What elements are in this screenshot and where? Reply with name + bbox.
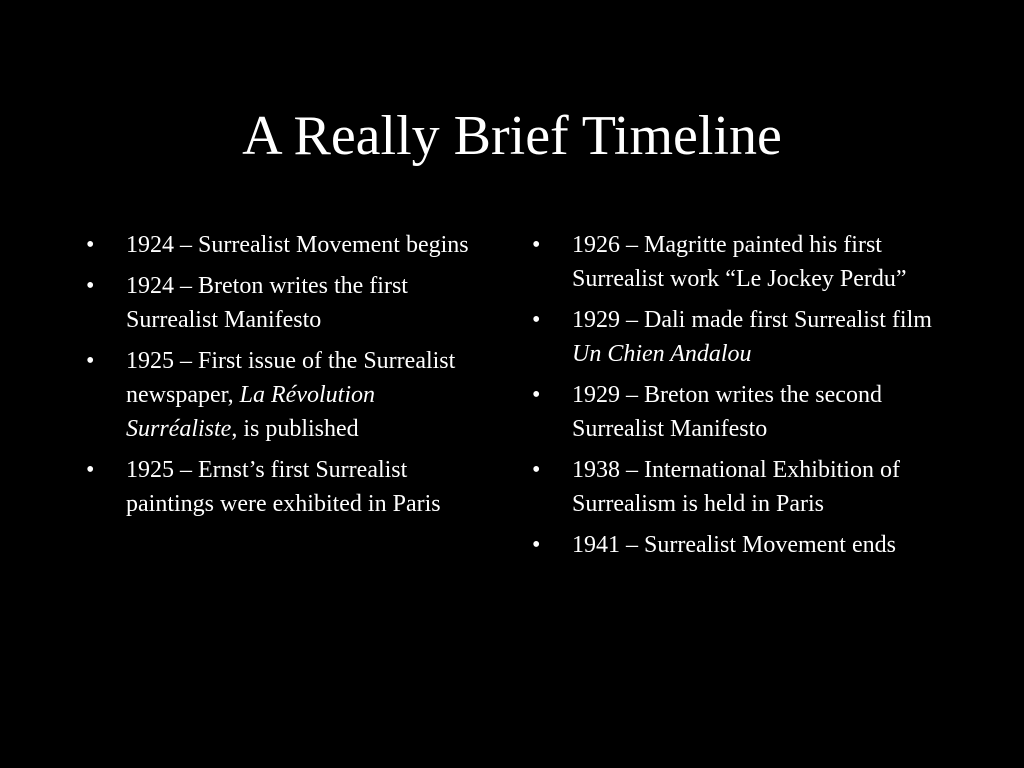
timeline-item-text: 1929 – Breton writes the second Surrealist Manifesto — [572, 382, 882, 442]
timeline-item-text: , is published — [231, 416, 359, 442]
timeline-item — [532, 453, 942, 521]
right-timeline-list — [532, 228, 942, 569]
timeline-item — [86, 269, 470, 337]
left-timeline-list — [86, 228, 470, 528]
timeline-item-title-text: La Révolution Surréaliste — [126, 382, 375, 442]
timeline-item — [532, 228, 942, 296]
timeline-item-text: 1924 – Breton writes the first Surrealist Manifesto — [126, 273, 408, 333]
timeline-item — [86, 453, 470, 521]
timeline-item — [532, 378, 942, 446]
timeline-item — [86, 228, 470, 262]
timeline-item-text: 1929 – Dali made first Surrealist film — [572, 307, 932, 333]
timeline-item-title-text: Un Chien Andalou — [572, 341, 752, 367]
timeline-item-text: 1938 – International Exhibition of Surrealism is held in Paris — [572, 457, 900, 517]
bullet-icon: • — [532, 457, 541, 483]
timeline-item — [86, 344, 470, 446]
bullet-icon: • — [532, 307, 541, 333]
timeline-item-text: 1924 – Surrealist Movement begins — [126, 232, 469, 258]
bullet-icon: • — [532, 232, 541, 258]
bullet-icon: • — [532, 532, 541, 558]
bullet-icon: • — [86, 457, 95, 483]
timeline-item-text: 1941 – Surrealist Movement ends — [572, 532, 896, 558]
bullet-icon: • — [86, 232, 95, 258]
timeline-item-text: 1926 – Magritte painted his first Surrealist work “Le Jockey Perdu” — [572, 232, 907, 292]
timeline-item — [532, 303, 942, 371]
timeline-item-text: 1925 – Ernst’s first Surrealist paintings were exhibited in Paris — [126, 457, 441, 517]
bullet-icon: • — [86, 273, 95, 299]
bullet-icon: • — [86, 348, 95, 374]
slide-title: A Really Brief Timeline — [242, 105, 782, 167]
timeline-item-text: 1925 – First issue of the Surrealist newspaper, — [126, 348, 456, 408]
timeline-item — [532, 528, 942, 562]
bullet-icon: • — [532, 382, 541, 408]
